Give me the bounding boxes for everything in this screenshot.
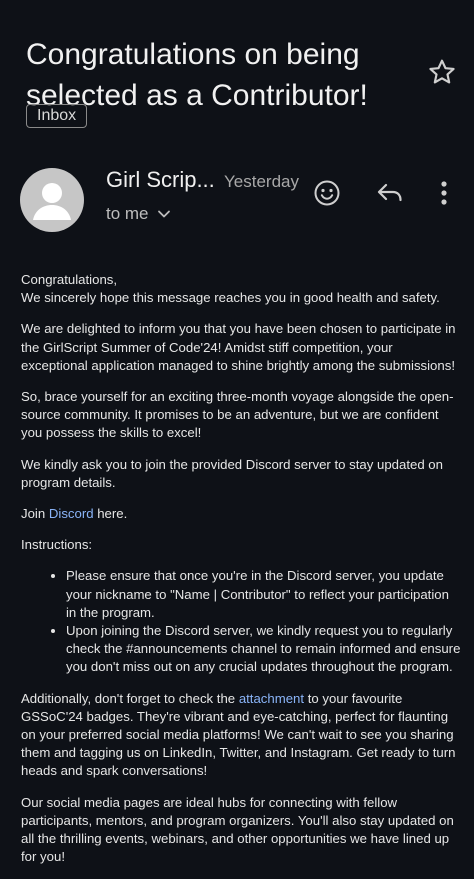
instructions-heading: Instructions: [21, 537, 93, 553]
instructions-list [21, 567, 461, 676]
badges-paragraph [21, 690, 461, 781]
body-paragraph: We are delighted to inform you that you have been chosen to participate in the GirlScript Summer of Code'24! Amidst stiff competition, your exceptional application managed to shine brightly among the submissions! [21, 321, 456, 373]
emoji-reaction-button[interactable] [312, 178, 342, 208]
email-subject: Congratulations on being selected as a Contributor! [26, 38, 368, 113]
sender-name[interactable]: Girl Scrip... [106, 167, 215, 192]
list-item: • Upon joining the Discord server, we kindly request you to regularly check the #announcements channel to remain informed and ensure you don't miss out on any crucial updates throughout the program. [66, 622, 461, 677]
body-paragraph: We sincerely hope this message reaches you in good health and safety. [21, 290, 440, 306]
badges-prefix-text: Additionally, don't forget to check the [21, 690, 239, 706]
join-suffix-text: here. [93, 506, 128, 522]
attachment-link[interactable]: attachment [238, 690, 305, 706]
join-prefix-text: Join [21, 506, 49, 522]
reply-button[interactable] [374, 178, 406, 208]
body-paragraph: So, brace yourself for an exciting three-month voyage alongside the open-source community. It promises to be an adventure, but we are confident you possess the skills to excel! [21, 389, 454, 441]
discord-link[interactable]: Discord [48, 506, 94, 522]
reply-icon [376, 181, 404, 205]
star-icon[interactable] [426, 56, 458, 88]
badges-suffix-text: to your favourite GSSoC'24 badges. They're vibrant and eye-catching, perfect for flaunting on your preferred social media platforms! We can't wait to see you sharing them and tagging us on LinkedIn, Twitter, and Instagram. Get ready to turn heads and spark conversations! [21, 690, 456, 779]
list-item: • Please ensure that once you're in the Discord server, you update your nickname to "Name | Contributor" to reflect your participation in the program. [66, 567, 461, 622]
more-options-button[interactable] [434, 178, 454, 208]
email-body [21, 271, 461, 879]
body-paragraph: We kindly ask you to join the provided Discord server to stay updated on program details. [21, 456, 443, 490]
sender-avatar[interactable] [20, 168, 84, 232]
email-date: Yesterday [224, 172, 299, 191]
recipient-label: to me [106, 204, 149, 223]
join-discord-paragraph [21, 505, 461, 523]
greeting-text: Congratulations, [21, 272, 118, 287]
inbox-label-badge[interactable]: Inbox [26, 104, 87, 128]
chevron-down-icon [157, 209, 171, 219]
recipient-details-toggle[interactable] [106, 204, 171, 224]
more-vert-icon [440, 180, 448, 206]
body-paragraph: Our social media pages are ideal hubs for connecting with fellow participants, mentors, and program organizers. You'll also stay updated on all the thrilling events, webinars, and other opportunities we have lined up for you! [21, 794, 454, 865]
emoji-reaction-icon [313, 179, 341, 207]
person-avatar-icon [20, 168, 84, 232]
